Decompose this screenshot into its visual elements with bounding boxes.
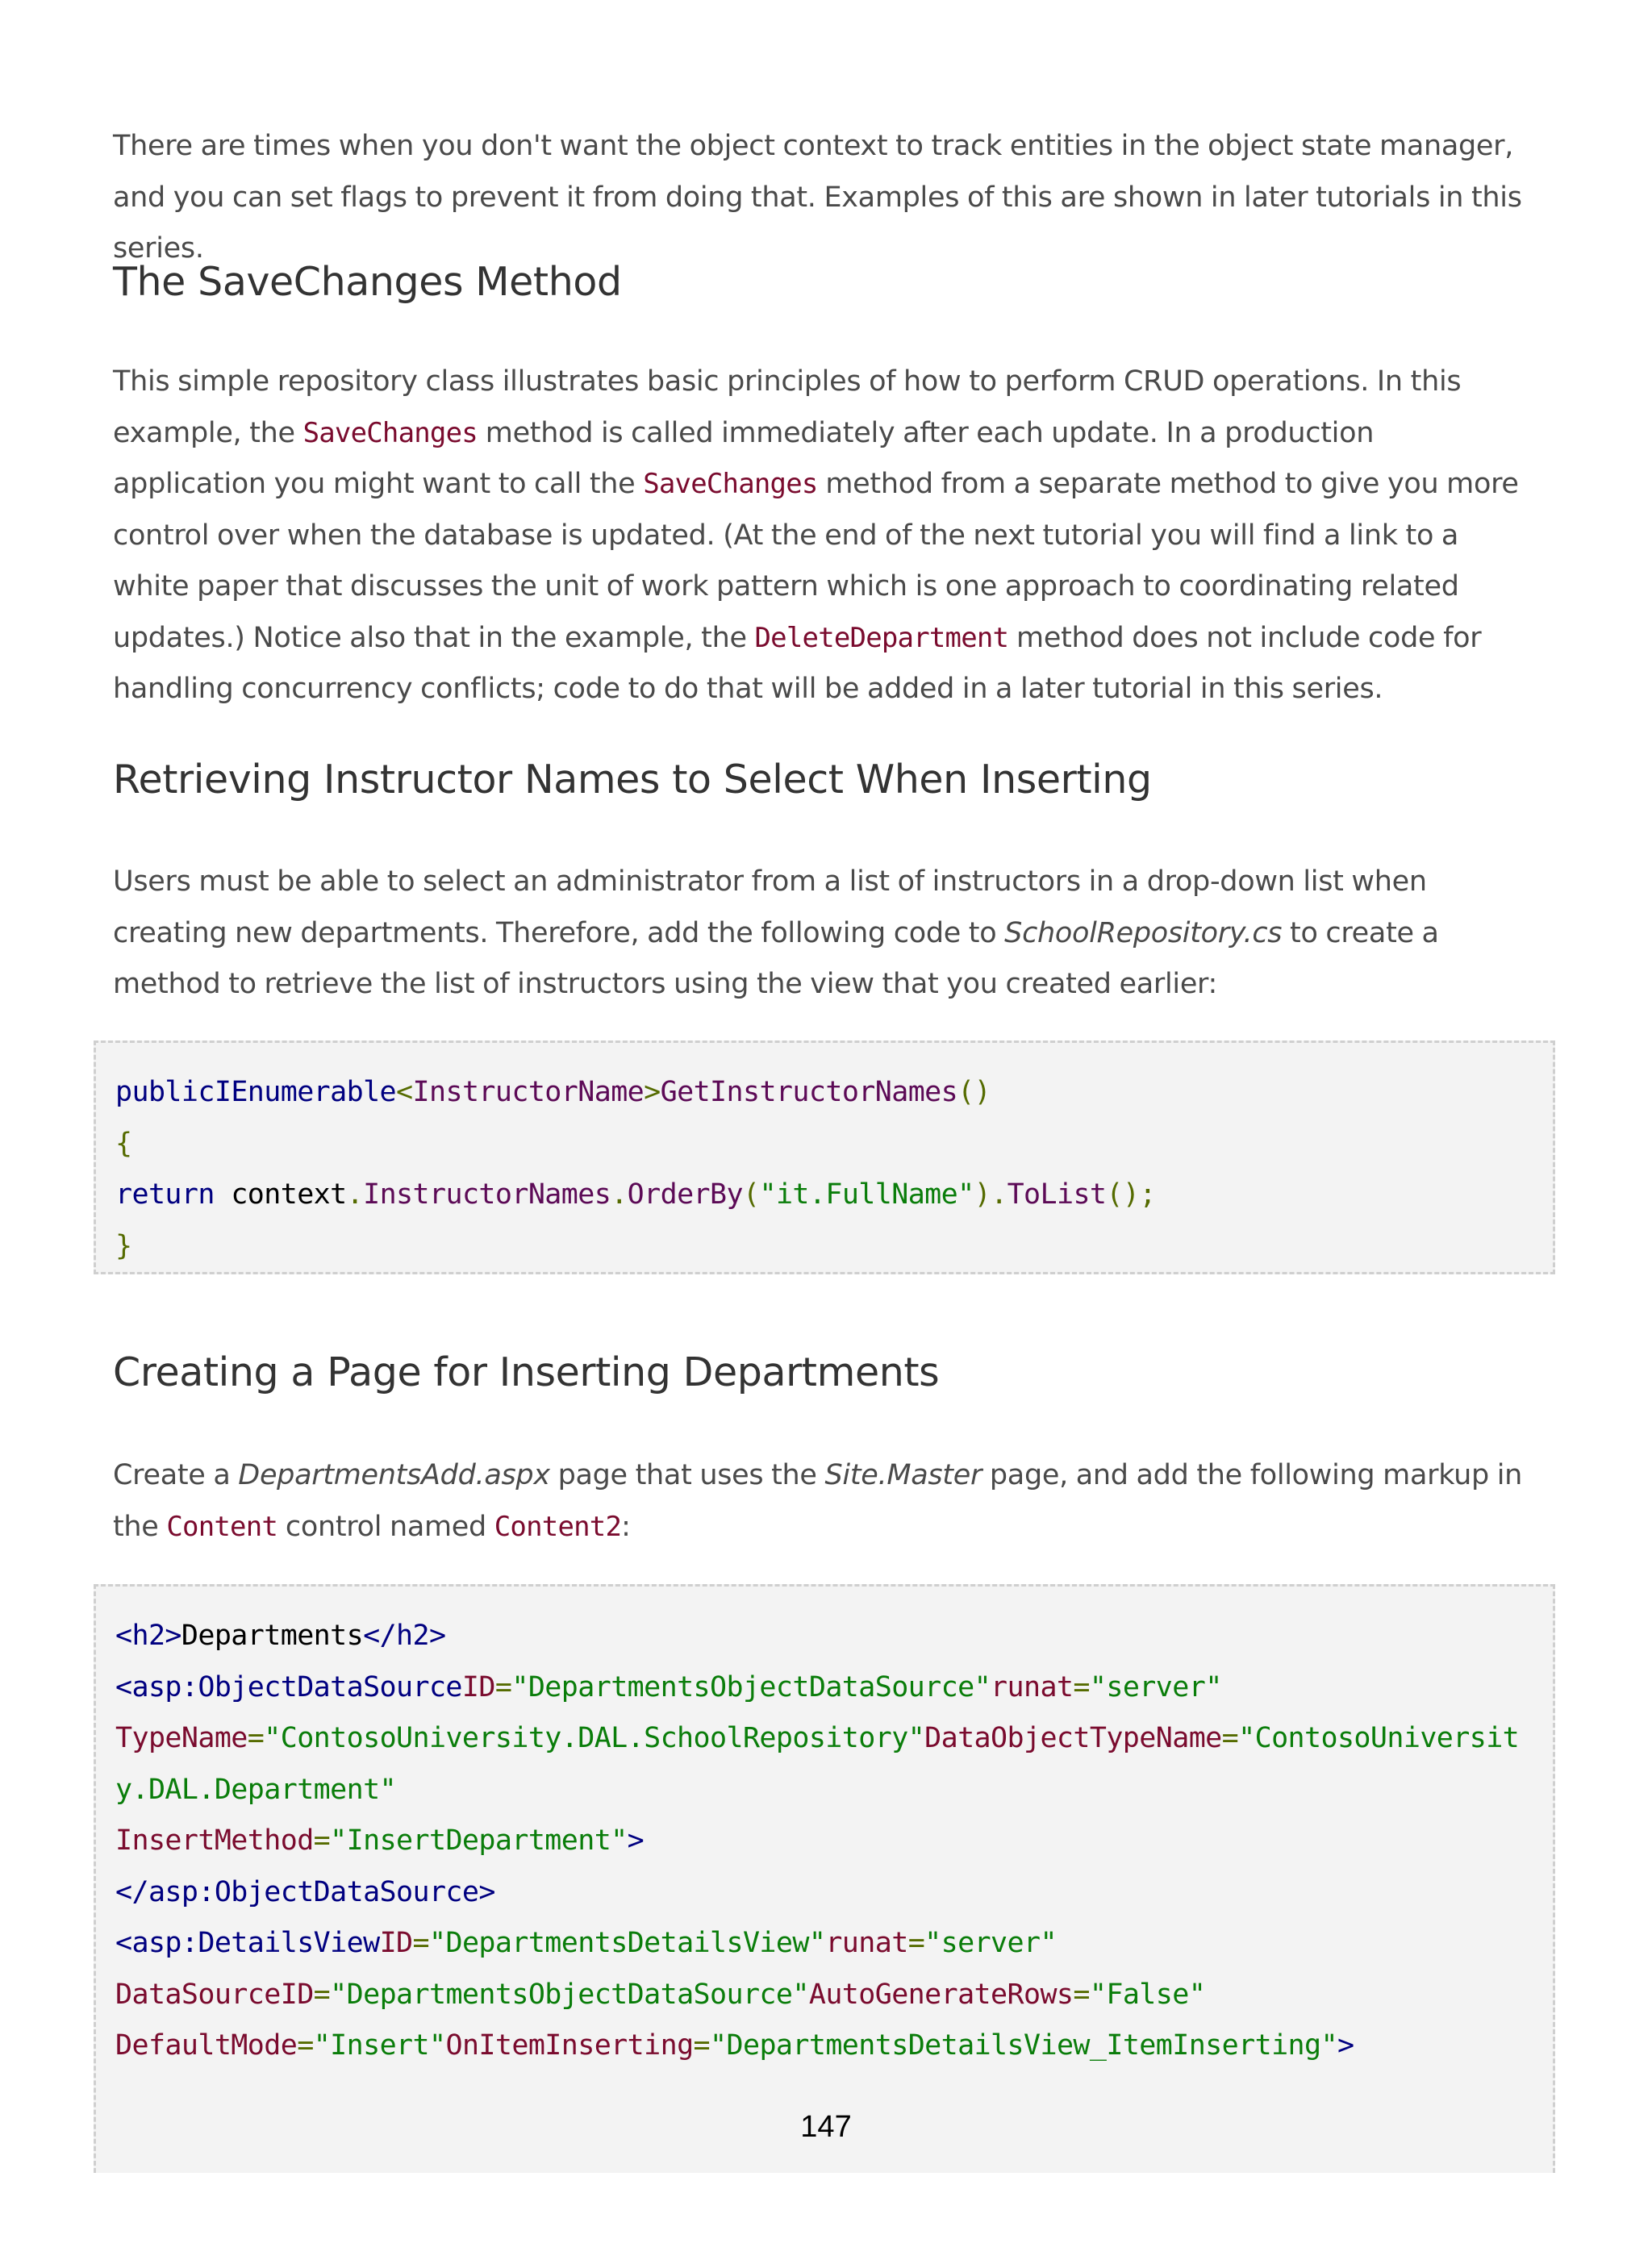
code-token: runat xyxy=(991,1670,1074,1703)
code-token: </h2> xyxy=(363,1620,446,1652)
code-line xyxy=(115,1816,1553,1867)
code-token: > xyxy=(644,1076,661,1108)
text-run: This simple repository class illustrates basic principles of how to perform CRUD operations. In this example, the xyxy=(113,365,1462,449)
code-token: ID xyxy=(379,1927,413,1959)
code-line xyxy=(115,2020,1553,2072)
code-token: . xyxy=(346,1178,364,1211)
code-token: "Insert" xyxy=(313,2029,446,2062)
text-run: method from a separate method to give you more control over when the database is updated. (At the end of the next tutorial you will find a link to a white paper that discusses the unit of work pattern which is one approach to coordinating related updates.) Notice also that in the example, the xyxy=(113,468,1519,654)
code-token: "server" xyxy=(1089,1670,1222,1703)
text-run: to create a method to retrieve the list of instructors using the view that you created earlier: xyxy=(113,916,1439,1000)
code-token: <h2> xyxy=(115,1620,181,1652)
code-token: (); xyxy=(1106,1178,1156,1211)
text-run: : xyxy=(621,1510,631,1543)
code-line xyxy=(115,1765,1553,1816)
inline-code-savechanges: SaveChanges xyxy=(302,416,478,449)
code-token: ( xyxy=(742,1178,760,1211)
code-token: = xyxy=(907,1927,925,1959)
code-token: > xyxy=(1337,2029,1354,2062)
code-token: = xyxy=(693,2029,711,2062)
code-token: = xyxy=(313,1824,331,1857)
inline-code-savechanges: SaveChanges xyxy=(643,468,818,500)
heading-creating-page-inserting-departments: Creating a Page for Inserting Departments xyxy=(113,1349,940,1395)
code-token: DefaultMode xyxy=(115,2029,298,2062)
inline-code-content: Content xyxy=(166,1510,278,1543)
code-line xyxy=(115,1970,1553,2021)
code-token: AutoGenerateRows xyxy=(808,1978,1074,2011)
code-token: OnItemInserting xyxy=(445,2029,694,2062)
code-token: </asp:ObjectDataSource> xyxy=(115,1875,495,1908)
code-token: { xyxy=(115,1127,132,1160)
code-token: ). xyxy=(974,1178,1007,1211)
savechanges-paragraph xyxy=(113,357,1533,715)
code-token: ToList xyxy=(1007,1178,1107,1211)
inline-code-content2: Content2 xyxy=(494,1510,622,1543)
text-run: Create a xyxy=(113,1459,239,1491)
creating-page-paragraph xyxy=(113,1450,1533,1553)
code-token: < xyxy=(396,1076,413,1108)
code-token: <asp:DetailsView xyxy=(115,1927,380,1959)
code-token: InstructorNames xyxy=(363,1178,611,1211)
code-token: = xyxy=(1073,1978,1090,2011)
file-name-site-master: Site.Master xyxy=(824,1459,982,1491)
inline-code-deletedepartment: DeleteDepartment xyxy=(754,621,1009,654)
code-token: = xyxy=(297,2029,314,2062)
code-token: InsertMethod xyxy=(115,1824,314,1857)
file-name-schoolrepository: SchoolRepository.cs xyxy=(1004,916,1283,949)
code-token: DataSourceID xyxy=(115,1978,314,2011)
code-token: IEnumerable xyxy=(214,1076,397,1108)
code-token: = xyxy=(1073,1670,1090,1703)
text-run: page, and add the following markup in the xyxy=(113,1459,1523,1543)
code-token: = xyxy=(412,1927,429,1959)
code-token: = xyxy=(313,1978,331,2011)
code-token: "InsertDepartment" xyxy=(330,1824,628,1857)
code-token: "ContosoUniversit xyxy=(1238,1722,1520,1754)
code-token: > xyxy=(627,1824,645,1857)
code-token: "DepartmentsObjectDataSource" xyxy=(330,1978,809,2011)
heading-savechanges-method: The SaveChanges Method xyxy=(113,259,622,305)
code-line xyxy=(115,1119,1553,1170)
code-token: Departments xyxy=(181,1620,364,1652)
retrieving-paragraph xyxy=(113,857,1533,1011)
code-token: } xyxy=(115,1229,132,1262)
code-token: runat xyxy=(825,1927,908,1959)
text-run: method does not include code for handling concurrency conflicts; code to do that will be added in a later tutorial in this series. xyxy=(113,621,1482,705)
code-token: . xyxy=(611,1178,628,1211)
code-token: return xyxy=(115,1178,215,1211)
code-token: "DepartmentsDetailsView" xyxy=(429,1927,826,1959)
code-line xyxy=(115,1221,1553,1273)
code-token: = xyxy=(1221,1722,1239,1754)
code-token: ID xyxy=(461,1670,495,1703)
code-token: y.DAL.Department" xyxy=(115,1773,397,1806)
heading-retrieving-instructor-names: Retrieving Instructor Names to Select When Inserting xyxy=(113,757,1152,803)
code-line xyxy=(115,1713,1553,1765)
code-token: public xyxy=(115,1076,215,1108)
code-token: "DepartmentsDetailsView_ItemInserting" xyxy=(710,2029,1337,2062)
code-token: TypeName xyxy=(115,1722,248,1754)
text-run: method is called immediately after each update. In a production application you might want to call the xyxy=(113,416,1375,500)
code-token: () xyxy=(957,1076,991,1108)
code-line xyxy=(115,1611,1553,1662)
text-run: page that uses the xyxy=(549,1459,825,1491)
code-token: "False" xyxy=(1089,1978,1206,2011)
code-token: = xyxy=(247,1722,265,1754)
code-token: "it.FullName" xyxy=(759,1178,974,1211)
code-line xyxy=(115,1067,1553,1119)
code-token: "server" xyxy=(924,1927,1057,1959)
code-line xyxy=(115,1170,1553,1221)
code-block-departments-markup xyxy=(94,1584,1555,2173)
file-name-departmentsadd: DepartmentsAdd.aspx xyxy=(238,1459,550,1491)
code-line xyxy=(115,1867,1553,1919)
code-line xyxy=(115,1662,1553,1714)
code-token: <asp:ObjectDataSource xyxy=(115,1670,462,1703)
code-token: context xyxy=(214,1178,347,1211)
code-token: = xyxy=(494,1670,512,1703)
code-token: OrderBy xyxy=(627,1178,743,1211)
code-token: GetInstructorNames xyxy=(660,1076,958,1108)
code-block-getinstructornames xyxy=(94,1040,1555,1274)
code-token: "ContosoUniversity.DAL.SchoolRepository" xyxy=(264,1722,925,1754)
text-run: Users must be able to select an administrator from a list of instructors in a drop-down list when creating new departments. Therefore, add the following code to xyxy=(113,865,1427,949)
text-run: control named xyxy=(277,1510,494,1543)
code-token: DataObjectTypeName xyxy=(924,1722,1222,1754)
code-token: "DepartmentsObjectDataSource" xyxy=(511,1670,991,1703)
page-number: 147 xyxy=(800,2110,852,2144)
code-line xyxy=(115,1918,1553,1970)
code-token: InstructorName xyxy=(412,1076,645,1108)
intro-paragraph: There are times when you don't want the object context to track entities in the object state manager, and you can set flags to prevent it from doing that. Examples of this are shown in later tutorials in this series. xyxy=(113,130,1522,265)
